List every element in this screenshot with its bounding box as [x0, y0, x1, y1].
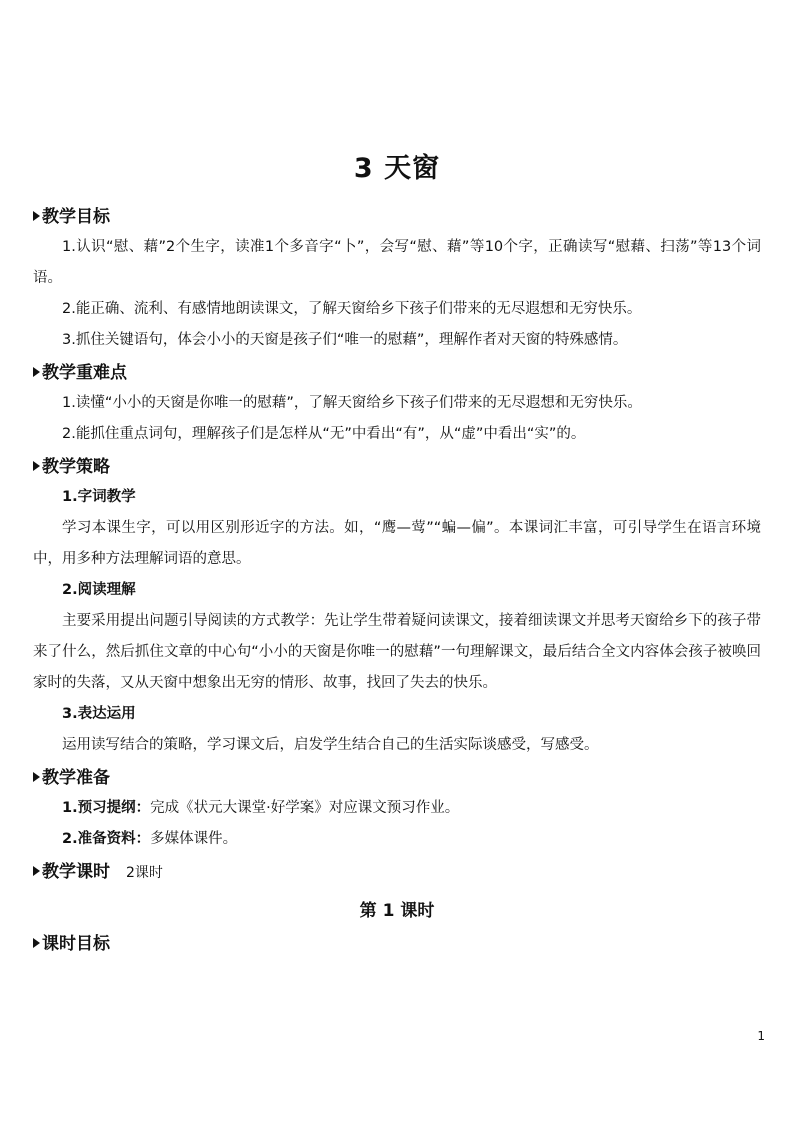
preparation-label: 1.预习提纲：	[62, 800, 151, 816]
section-heading-hours: 教学课时 2课时	[33, 857, 761, 887]
strategy-title: 1.字词教学	[62, 489, 136, 505]
lesson-heading: 第 1 课时	[359, 901, 435, 921]
preparation-text: 完成《状元大课堂·好学案》对应课文预习作业。	[150, 800, 460, 816]
key-point-item: 2.能抓住重点词句，理解孩子们是怎样从“无”中看出“有”，从“虚”中看出“实”的。	[62, 426, 586, 442]
objective-item: 3.抓住关键语句，体会小小的天窗是孩子们“唯一的慰藉”，理解作者对天窗的特殊感情。	[62, 332, 628, 348]
hours-value: 2课时	[126, 865, 163, 881]
page-title: 3 天窗	[353, 153, 441, 184]
strategy-title: 2.阅读理解	[62, 582, 136, 598]
triangle-bullet-icon	[33, 211, 40, 221]
key-point-item: 1.读懂“小小的天窗是你唯一的慰藉”，了解天窗给乡下孩子们带来的无尽遐想和无穷快乐。	[62, 395, 642, 411]
preparation-item	[33, 824, 761, 855]
preparation-item	[33, 793, 761, 824]
strategy-text: 运用读写结合的策略，学习课文后，启发学生结合自己的生活实际谈感受，写感受。	[62, 737, 599, 753]
section-heading-strategies: 教学策略	[33, 452, 761, 482]
section-heading-objectives: 教学目标	[33, 202, 761, 232]
preparation-label: 2.准备资料：	[62, 831, 151, 847]
strategy-title: 3.表达运用	[62, 706, 136, 722]
triangle-bullet-icon	[33, 938, 40, 948]
triangle-bullet-icon	[33, 367, 40, 377]
triangle-bullet-icon	[33, 772, 40, 782]
objective-item: 2.能正确、流利、有感情地朗读课文，了解天窗给乡下孩子们带来的无尽遐想和无穷快乐。	[62, 301, 642, 317]
strategy-text: 主要采用提出问题引导阅读的方式教学：先让学生带着疑问读课文，接着细读课文并思考天窗给乡下的孩子带来了什么，然后抓住文章的中心句“小小的天窗是你唯一的慰藉”一句理解课文，最后结合全文内容体会孩子被唤回家时的失落，又从天窗中想象出无穷的情形、故事，找回了失去的快乐。	[33, 613, 761, 691]
section-heading-key-points: 教学重难点	[33, 358, 761, 388]
section-heading-lesson-objectives: 课时目标	[33, 929, 761, 959]
strategy-text: 学习本课生字，可以用区别形近字的方法。如，“鹰—莺”“蝙—偏”。本课词汇丰富，可引导学生在语言环境中，用多种方法理解词语的意思。	[33, 520, 761, 567]
preparation-text: 多媒体课件。	[150, 831, 238, 847]
triangle-bullet-icon	[33, 866, 40, 876]
triangle-bullet-icon	[33, 461, 40, 471]
page-number: 1	[757, 1029, 765, 1043]
objective-item: 1.认识“慰、藉”2个生字，读准1个多音字“卜”，会写“慰、藉”等10个字，正确读写“慰藉、扫荡”等13个词语。	[33, 239, 761, 286]
document-body	[33, 200, 761, 959]
section-heading-preparation: 教学准备	[33, 763, 761, 793]
